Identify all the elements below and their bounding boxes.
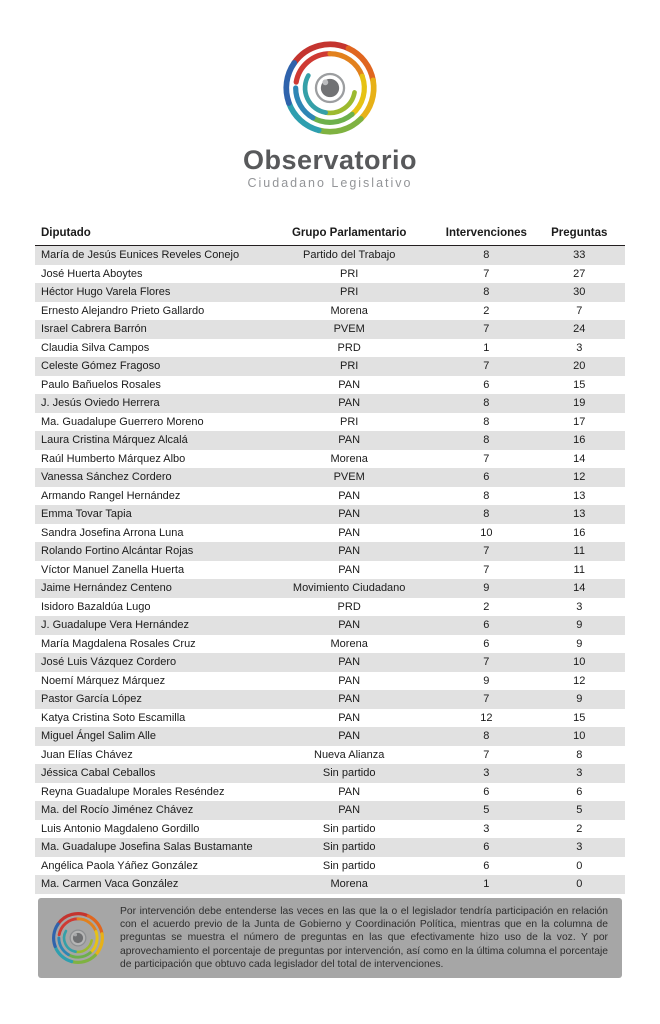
cell-diputado: Pastor García López	[41, 693, 142, 705]
cell-diputado: J. Jesús Oviedo Herrera	[41, 397, 160, 409]
cell-grupo-parlamentario: Morena	[330, 304, 368, 317]
cell-intervenciones: 8	[483, 730, 490, 742]
table-row	[35, 320, 625, 339]
cell-grupo-parlamentario: PAN	[338, 711, 361, 724]
cell-diputado: Laura Cristina Márquez Alcalá	[41, 434, 188, 446]
cell-preguntas: 11	[573, 563, 585, 576]
table-row	[35, 246, 625, 265]
cell-preguntas: 10	[573, 730, 586, 742]
cell-grupo-parlamentario: Sin partido	[322, 767, 376, 779]
cell-intervenciones: 1	[483, 341, 490, 354]
table-row	[35, 265, 625, 284]
cell-diputado: María Magdalena Rosales Cruz	[41, 637, 196, 650]
table-row	[35, 431, 625, 450]
table-row	[35, 857, 625, 876]
cell-grupo-parlamentario: PAN	[338, 785, 361, 798]
table-row	[35, 524, 625, 543]
header-intervenciones: Intervenciones	[439, 224, 533, 246]
cell-intervenciones: 7	[483, 656, 490, 668]
cell-preguntas: 2	[576, 822, 583, 835]
cell-diputado: Vanessa Sánchez Cordero	[41, 471, 172, 483]
cell-intervenciones: 6	[483, 637, 490, 650]
table-row	[35, 653, 625, 672]
header-grupo-parlamentario: Grupo Parlamentario	[259, 224, 439, 246]
brand-name: Observatorio	[242, 145, 418, 175]
cell-grupo-parlamentario: PRI	[340, 415, 359, 428]
cell-intervenciones: 8	[483, 434, 490, 446]
cell-grupo-parlamentario: Morena	[330, 878, 368, 890]
cell-intervenciones: 7	[483, 563, 490, 576]
cell-intervenciones: 6	[483, 471, 490, 483]
cell-grupo-parlamentario: PAN	[338, 730, 361, 742]
table-row	[35, 875, 625, 894]
cell-intervenciones: 12	[480, 711, 493, 724]
cell-intervenciones: 7	[483, 360, 490, 372]
cell-preguntas: 10	[573, 656, 586, 668]
table-row	[35, 801, 625, 820]
cell-grupo-parlamentario: Sin partido	[322, 822, 376, 835]
cell-diputado: Juan Elías Chávez	[41, 748, 133, 761]
cell-diputado: Emma Tovar Tapia	[41, 508, 132, 520]
cell-diputado: María de Jesús Eunices Reveles Conejo	[41, 249, 240, 261]
table-row	[35, 838, 625, 857]
table-row	[35, 542, 625, 561]
cell-intervenciones: 8	[483, 489, 490, 502]
header-preguntas: Preguntas	[534, 224, 625, 246]
cell-intervenciones: 6	[483, 841, 490, 853]
cell-preguntas: 20	[573, 360, 586, 372]
cell-preguntas: 5	[576, 804, 583, 816]
table-row	[35, 672, 625, 691]
table-row	[35, 394, 625, 413]
cell-diputado: J. Guadalupe Vera Hernández	[41, 619, 189, 631]
cell-preguntas: 3	[576, 341, 583, 354]
header-diputado: Diputado	[35, 224, 259, 246]
cell-grupo-parlamentario: PRI	[340, 286, 359, 298]
cell-grupo-parlamentario: Sin partido	[322, 859, 376, 872]
cell-diputado: Luis Antonio Magdaleno Gordillo	[41, 822, 200, 835]
cell-diputado: Jaime Hernández Centeno	[41, 582, 172, 594]
cell-intervenciones: 3	[483, 767, 490, 779]
cell-intervenciones: 7	[483, 693, 490, 705]
cell-grupo-parlamentario: PAN	[338, 397, 361, 409]
cell-grupo-parlamentario: PAN	[338, 674, 361, 687]
table-row	[35, 302, 625, 321]
cell-preguntas: 13	[573, 508, 586, 520]
table-row	[35, 357, 625, 376]
cell-grupo-parlamentario: PAN	[338, 804, 361, 816]
table-row	[35, 487, 625, 506]
cell-intervenciones: 8	[483, 508, 490, 520]
cell-grupo-parlamentario: Morena	[330, 637, 368, 650]
brand-tagline: Ciudadano Legislativo	[247, 176, 413, 191]
cell-diputado: Miguel Ángel Salim Alle	[41, 730, 156, 742]
cell-diputado: Víctor Manuel Zanella Huerta	[41, 563, 185, 576]
cell-preguntas: 27	[573, 267, 586, 280]
cell-preguntas: 33	[573, 249, 586, 261]
cell-diputado: Armando Rangel Hernández	[41, 489, 181, 502]
table-row	[35, 616, 625, 635]
cell-grupo-parlamentario: Movimiento Ciudadano	[292, 582, 406, 594]
cell-preguntas: 15	[573, 711, 586, 724]
cell-diputado: Katya Cristina Soto Escamilla	[41, 711, 186, 724]
table-row	[35, 635, 625, 654]
cell-grupo-parlamentario: PAN	[338, 563, 361, 576]
brand-header	[0, 36, 660, 190]
cell-intervenciones: 8	[483, 286, 490, 298]
cell-diputado: Noemí Márquez Márquez	[41, 674, 166, 687]
cell-preguntas: 12	[573, 471, 586, 483]
cell-diputado: Rolando Fortino Alcántar Rojas	[41, 545, 194, 557]
cell-grupo-parlamentario: PRD	[337, 600, 361, 613]
cell-grupo-parlamentario: Nueva Alianza	[314, 748, 385, 761]
cell-preguntas: 9	[576, 619, 583, 631]
cell-diputado: Paulo Bañuelos Rosales	[41, 378, 161, 391]
cell-intervenciones: 10	[480, 526, 493, 539]
cell-diputado: Angélica Paola Yáñez González	[41, 859, 198, 872]
cell-grupo-parlamentario: PRI	[340, 267, 359, 280]
cell-diputado: Jéssica Cabal Ceballos	[41, 767, 156, 779]
table-row	[35, 413, 625, 432]
cell-diputado: Isidoro Bazaldúa Lugo	[41, 600, 151, 613]
cell-intervenciones: 7	[483, 545, 490, 557]
cell-preguntas: 24	[573, 323, 586, 335]
cell-grupo-parlamentario: PAN	[338, 434, 361, 446]
cell-grupo-parlamentario: PAN	[338, 508, 361, 520]
cell-preguntas: 8	[576, 748, 583, 761]
table-body	[35, 246, 625, 894]
cell-diputado: Celeste Gómez Fragoso	[41, 360, 161, 372]
cell-diputado: Ma. del Rocío Jiménez Chávez	[41, 804, 194, 816]
table-row	[35, 283, 625, 302]
cell-intervenciones: 8	[483, 415, 490, 428]
cell-diputado: Raúl Humberto Márquez Albo	[41, 452, 186, 465]
cell-grupo-parlamentario: PAN	[338, 545, 361, 557]
cell-diputado: Héctor Hugo Varela Flores	[41, 286, 171, 298]
cell-intervenciones: 6	[483, 619, 490, 631]
cell-intervenciones: 6	[483, 378, 490, 391]
cell-grupo-parlamentario: PAN	[338, 378, 361, 391]
cell-preguntas: 9	[576, 637, 583, 650]
cell-grupo-parlamentario: PAN	[338, 619, 361, 631]
cell-grupo-parlamentario: PRD	[337, 341, 361, 354]
cell-intervenciones: 6	[483, 785, 490, 798]
cell-intervenciones: 8	[483, 397, 490, 409]
footnote-box	[38, 898, 622, 978]
cell-grupo-parlamentario: Morena	[330, 452, 368, 465]
cell-diputado: Sandra Josefina Arrona Luna	[41, 526, 184, 539]
cell-grupo-parlamentario: PRI	[340, 360, 359, 372]
cell-intervenciones: 8	[483, 249, 490, 261]
cell-preguntas: 17	[573, 415, 586, 428]
cell-intervenciones: 9	[483, 582, 490, 594]
table-row	[35, 709, 625, 728]
cell-preguntas: 12	[573, 674, 586, 687]
table-row	[35, 598, 625, 617]
cell-grupo-parlamentario: PAN	[338, 693, 361, 705]
table-header-row	[35, 224, 625, 246]
cell-diputado: José Luis Vázquez Cordero	[41, 656, 177, 668]
cell-intervenciones: 7	[483, 323, 490, 335]
legislators-table	[35, 224, 625, 894]
table-row	[35, 376, 625, 395]
cell-intervenciones: 2	[483, 600, 490, 613]
cell-diputado: Ernesto Alejandro Prieto Gallardo	[41, 304, 205, 317]
cell-intervenciones: 6	[483, 859, 490, 872]
cell-preguntas: 14	[573, 582, 586, 594]
table-row	[35, 450, 625, 469]
cell-preguntas: 3	[576, 841, 583, 853]
cell-preguntas: 3	[576, 767, 583, 779]
table-row	[35, 561, 625, 580]
cell-intervenciones: 9	[483, 674, 490, 687]
cell-grupo-parlamentario: PVEM	[333, 323, 365, 335]
cell-preguntas: 0	[576, 859, 583, 872]
cell-intervenciones: 7	[483, 267, 490, 280]
cell-diputado: Ma. Carmen Vaca González	[41, 878, 179, 890]
cell-grupo-parlamentario: PAN	[338, 656, 361, 668]
cell-preguntas: 7	[576, 304, 583, 317]
cell-diputado: José Huerta Aboytes	[41, 267, 143, 280]
cell-intervenciones: 7	[483, 748, 490, 761]
table-row	[35, 339, 625, 358]
footnote-eye-swirl-icon	[49, 909, 107, 967]
cell-preguntas: 19	[573, 397, 586, 409]
table-row	[35, 764, 625, 783]
table-row	[35, 690, 625, 709]
cell-grupo-parlamentario: Sin partido	[322, 841, 376, 853]
cell-grupo-parlamentario: Partido del Trabajo	[303, 249, 396, 261]
table-row	[35, 505, 625, 524]
cell-preguntas: 15	[573, 378, 586, 391]
cell-preguntas: 11	[573, 545, 585, 557]
cell-diputado: Reyna Guadalupe Morales Reséndez	[41, 785, 225, 798]
cell-preguntas: 6	[576, 785, 583, 798]
table-row	[35, 468, 625, 487]
cell-diputado: Israel Cabrera Barrón	[41, 323, 147, 335]
table-row	[35, 783, 625, 802]
cell-preguntas: 0	[576, 878, 583, 890]
table-row	[35, 820, 625, 839]
cell-preguntas: 30	[573, 286, 586, 298]
cell-preguntas: 13	[573, 489, 586, 502]
table-row	[35, 727, 625, 746]
table-row	[35, 579, 625, 598]
cell-preguntas: 16	[573, 526, 586, 539]
cell-intervenciones: 2	[483, 304, 490, 317]
cell-grupo-parlamentario: PAN	[338, 526, 361, 539]
cell-preguntas: 9	[576, 693, 583, 705]
cell-diputado: Claudia Silva Campos	[41, 341, 150, 354]
cell-intervenciones: 5	[483, 804, 490, 816]
cell-preguntas: 3	[576, 600, 583, 613]
cell-intervenciones: 1	[483, 878, 490, 890]
cell-intervenciones: 7	[483, 452, 490, 465]
cell-intervenciones: 3	[483, 822, 490, 835]
cell-preguntas: 16	[573, 434, 586, 446]
cell-diputado: Ma. Guadalupe Josefina Salas Bustamante	[41, 841, 253, 853]
observatorio-eye-swirl-icon	[278, 36, 382, 140]
cell-diputado: Ma. Guadalupe Guerrero Moreno	[41, 415, 204, 428]
cell-grupo-parlamentario: PVEM	[333, 471, 365, 483]
cell-preguntas: 14	[573, 452, 586, 465]
cell-grupo-parlamentario: PAN	[338, 489, 361, 502]
footnote-text: Por intervención debe entenderse las veces en las que la o el legislador tendría participación en relación con el acuerdo previo de la Junta de Gobierno y Coordinación Política, mientras que en la columna de preguntas se muestra el número de preguntas en las que efectivamente hizo uso de la voz. Y por aprovechamiento el porcentaje de preguntas por intervención, así como en la última columna el porcentaje de participación que obtuvo cada legislador del total de intervenciones.	[120, 905, 608, 970]
table-row	[35, 746, 625, 765]
